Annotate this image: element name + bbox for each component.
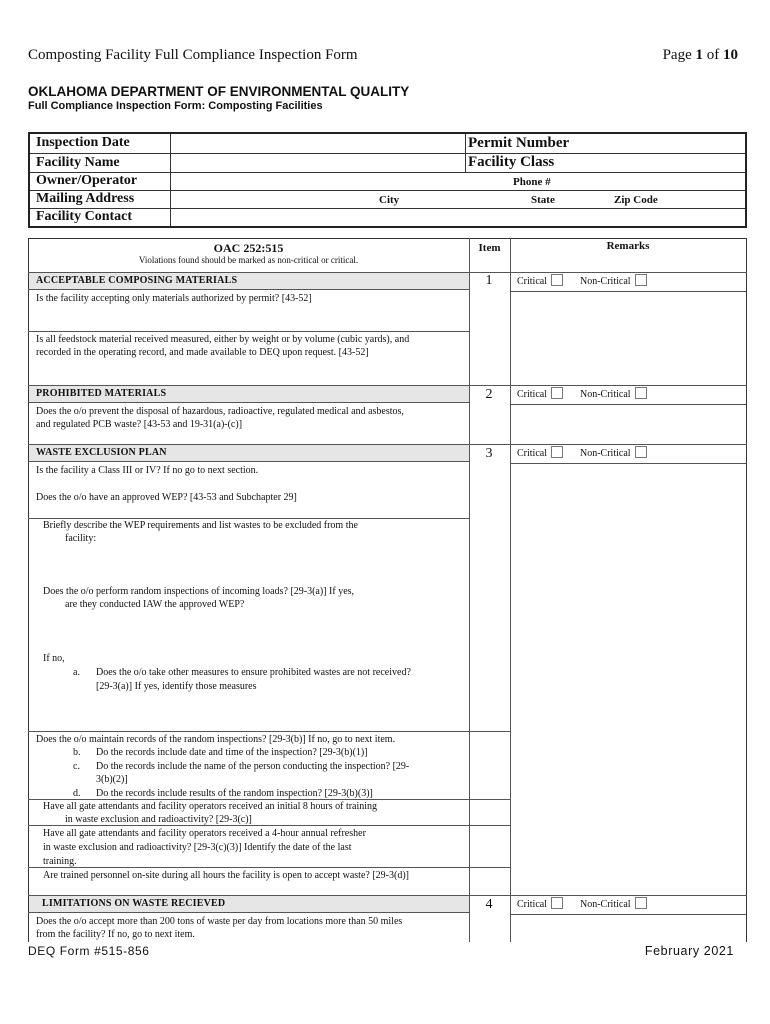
section-title: PROHIBITED MATERIALS — [36, 388, 167, 399]
list-marker: a. — [73, 667, 80, 678]
critical-checkbox-group — [517, 387, 563, 400]
question: recorded in the operating record, and made available to DEQ upon request. [43-52] — [36, 347, 369, 358]
state-label: State — [531, 194, 555, 206]
question: Does the o/o prevent the disposal of hazardous, radioactive, regulated medical and asbestos, — [36, 406, 404, 417]
question: from the facility? If no, go to next item. — [36, 929, 195, 940]
non-critical-checkbox-group — [580, 897, 647, 910]
question: Is all feedstock material received measured, either by weight or by volume (cubic yards), and — [36, 334, 410, 345]
non-critical-label: Non-Critical — [580, 389, 631, 400]
question: Have all gate attendants and facility operators received a 4-hour annual refresher — [43, 828, 366, 839]
question: in waste exclusion and radioactivity? [29-3(c)(3)] Identify the date of the last — [43, 842, 352, 853]
item-number: 4 — [485, 897, 493, 912]
non-critical-label: Non-Critical — [580, 276, 631, 287]
facility-class-label: Facility Class — [468, 154, 555, 170]
item-number: 3 — [485, 446, 493, 461]
list-marker: b. — [73, 747, 81, 758]
question: If no, — [43, 653, 65, 664]
list-marker: c. — [73, 761, 80, 772]
critical-checkbox-group — [517, 446, 563, 459]
non-critical-checkbox[interactable] — [635, 387, 647, 399]
non-critical-label: Non-Critical — [580, 448, 631, 459]
question: facility: — [65, 533, 97, 544]
non-critical-checkbox[interactable] — [635, 274, 647, 286]
department-name: OKLAHOMA DEPARTMENT OF ENVIRONMENTAL QUALITY — [28, 84, 410, 99]
form-date: February 2021 — [644, 944, 734, 958]
info-divider — [170, 134, 171, 226]
critical-checkbox[interactable] — [551, 446, 563, 458]
permit-number-label: Permit Number — [468, 135, 570, 151]
critical-checkbox[interactable] — [551, 387, 563, 399]
question: and regulated PCB waste? [43-53 and 19-31(a)-(c)] — [36, 419, 243, 430]
critical-checkbox-group — [517, 897, 563, 910]
question: in waste exclusion and radioactivity? [29-3(c)] — [65, 814, 252, 825]
question: Does the o/o maintain records of the random inspections? [29-3(b)] If no, go to next item. — [36, 734, 396, 745]
page-indicator — [663, 47, 738, 64]
question: 3(b)(2)] — [96, 774, 128, 785]
city-label: City — [379, 194, 400, 206]
page-word: Page — [662, 47, 692, 63]
form-title: Composting Facility Full Compliance Inspection Form — [28, 47, 358, 63]
critical-label: Critical — [517, 389, 547, 400]
critical-checkbox[interactable] — [551, 897, 563, 909]
question: Are trained personnel on-site during all hours the facility is open to accept waste? [29-3(d)] — [43, 870, 409, 881]
question: Briefly describe the WEP requirements and list wastes to be excluded from the — [43, 520, 358, 531]
critical-label: Critical — [517, 448, 547, 459]
mailing-address-label: Mailing Address — [36, 191, 135, 206]
owner-operator-label: Owner/Operator — [36, 173, 138, 188]
question: Is the facility a Class III or IV? If no go to next section. — [36, 465, 259, 476]
question: Does the o/o take other measures to ensure prohibited wastes are not received? — [96, 667, 411, 678]
question: Does the o/o perform random inspections of incoming loads? [29-3(a)] If yes, — [43, 586, 355, 597]
form-number: DEQ Form #515-856 — [28, 944, 150, 958]
non-critical-label: Non-Critical — [580, 899, 631, 910]
non-critical-checkbox-group — [580, 446, 647, 459]
page-of: of — [706, 47, 720, 63]
question: Does the o/o accept more than 200 tons of waste per day from locations more than 50 miles — [36, 916, 403, 927]
question: Have all gate attendants and facility operators received an initial 8 hours of training — [43, 801, 378, 812]
list-marker: d. — [73, 788, 81, 799]
question: training. — [43, 856, 77, 867]
section-title: LIMITATIONS ON WASTE RECIEVED — [42, 898, 226, 909]
non-critical-checkbox[interactable] — [635, 446, 647, 458]
non-critical-checkbox-group — [580, 387, 647, 400]
item-number: 1 — [485, 273, 493, 288]
question: Do the records include date and time of the inspection? [29-3(b)(1)] — [96, 747, 368, 758]
page-total: 10 — [723, 47, 738, 63]
question: Does the o/o have an approved WEP? [43-53 and Subchapter 29] — [36, 492, 297, 503]
critical-checkbox-group — [517, 274, 563, 287]
facility-info-table — [28, 132, 747, 228]
table-header-note: Violations found should be marked as non-critical or critical. — [138, 255, 359, 265]
critical-label: Critical — [517, 899, 547, 910]
question: [29-3(a)] If yes, identify those measures — [96, 681, 257, 692]
zip-code-label: Zip Code — [614, 194, 658, 206]
question: are they conducted IAW the approved WEP? — [65, 599, 245, 610]
remarks-column-header: Remarks — [606, 240, 650, 252]
critical-checkbox[interactable] — [551, 274, 563, 286]
question: Do the records include the name of the person conducting the inspection? [29- — [96, 761, 410, 772]
section-title: ACCEPTABLE COMPOSING MATERIALS — [36, 275, 238, 286]
section-title: WASTE EXCLUSION PLAN — [36, 447, 167, 458]
phone-label: Phone # — [513, 176, 551, 188]
facility-name-label: Facility Name — [36, 155, 120, 170]
page-number: 1 — [695, 47, 703, 63]
item-column-header: Item — [478, 242, 501, 254]
critical-label: Critical — [517, 276, 547, 287]
table-header-title: OAC 252:515 — [213, 241, 284, 255]
question: Is the facility accepting only materials authorized by permit? [43-52] — [36, 293, 312, 304]
form-subtitle: Full Compliance Inspection Form: Composting Facilities — [28, 100, 323, 112]
question: Do the records include results of the random inspection? [29-3(b)(3)] — [96, 788, 373, 799]
facility-contact-label: Facility Contact — [36, 209, 133, 224]
non-critical-checkbox-group — [580, 274, 647, 287]
inspection-date-label: Inspection Date — [36, 135, 130, 150]
non-critical-checkbox[interactable] — [635, 897, 647, 909]
item-number: 2 — [485, 387, 493, 402]
